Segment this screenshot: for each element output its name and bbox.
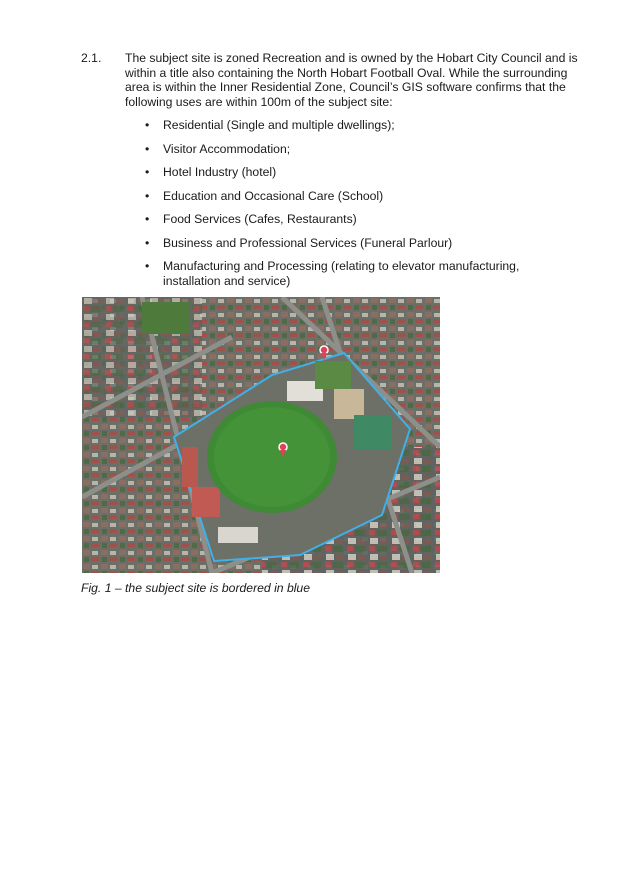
list-item: • Residential (Single and multiple dwellings); <box>145 118 395 132</box>
list-item: • Food Services (Cafes, Restaurants) <box>145 212 357 226</box>
list-item: • Education and Occasional Care (School) <box>145 188 384 203</box>
bullet-icon: • <box>145 212 150 226</box>
bullet-icon: • <box>145 141 150 156</box>
paragraph-text: The subject site is zoned Recreation and is owned by the Hobart City Council and is within a title also containing the North Hobart Football Oval. While the surrounding area is within the Inner Residential Zone, Council’s GIS software confirms that the following uses are within 100m of the subject site: <box>125 51 578 109</box>
bullet-icon: • <box>145 118 150 132</box>
bullet-icon: • <box>145 259 150 273</box>
list-item: • Manufacturing and Processing (relating to elevator manufacturing, installation and service) <box>145 259 520 288</box>
bullet-icon: • <box>145 235 150 250</box>
bullet-icon: • <box>145 188 150 203</box>
uses-list <box>145 118 565 297</box>
paragraph-number: 2.1. <box>81 51 102 65</box>
aerial-map <box>82 297 440 573</box>
list-item: • Hotel Industry (hotel) <box>145 165 277 179</box>
bullet-icon: • <box>145 165 150 179</box>
list-item: • Business and Professional Services (Funeral Parlour) <box>145 235 453 250</box>
aerial-map-figure <box>82 297 440 573</box>
list-item: • Visitor Accommodation; <box>145 141 291 156</box>
figure-caption: Fig. 1 – the subject site is bordered in blue <box>81 581 310 595</box>
